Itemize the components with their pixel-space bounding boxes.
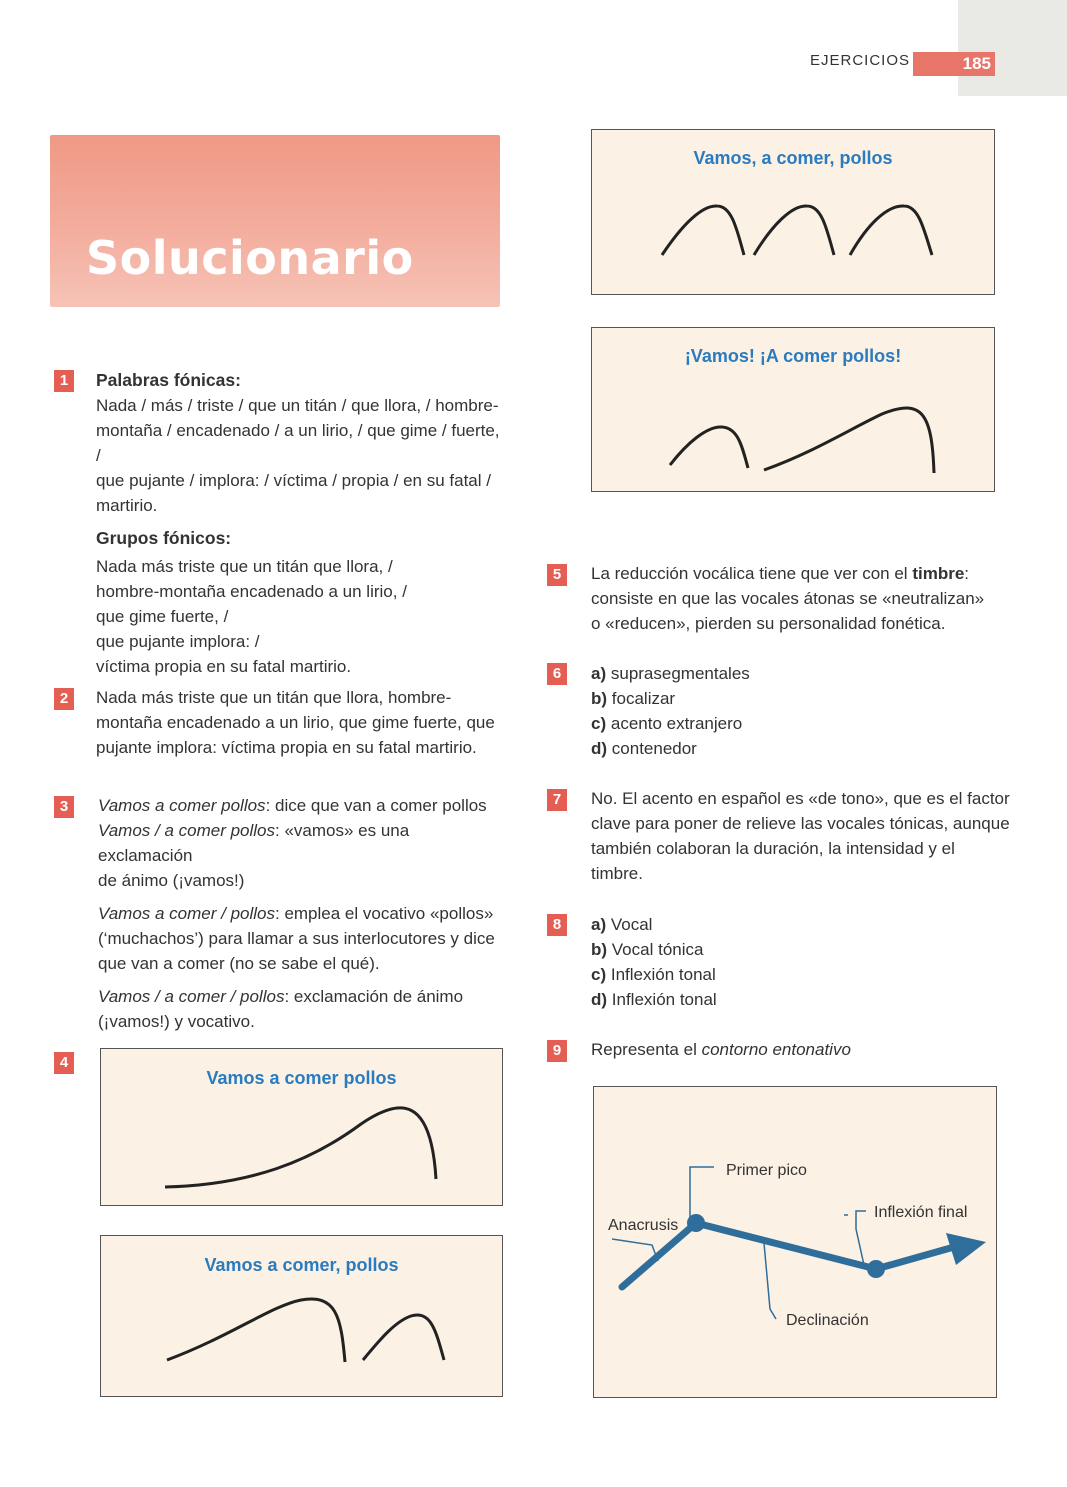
intonation-box-4b [100, 1235, 503, 1397]
text-span: : exclamación de ánimo [284, 987, 464, 1006]
text-line: de ánimo (¡vamos!) [98, 871, 245, 890]
primer-pico-marker [687, 1214, 705, 1232]
intonation-box-4a [100, 1048, 503, 1206]
italic-phrase: Vamos / a comer pollos [98, 821, 275, 840]
exercise-8 [591, 912, 1011, 1012]
text-line: Nada más triste que un titán que llora, / [96, 557, 393, 576]
label-anacrusis: Anacrusis [608, 1217, 679, 1234]
box-title: Vamos a comer pollos [206, 1068, 397, 1088]
text-line: consiste en que las vocales átonas se «neutralizan» [591, 589, 985, 608]
text-line: timbre. [591, 864, 643, 883]
running-head: EJERCICIOS [810, 52, 911, 69]
contour-svg [594, 1087, 998, 1399]
exercise-number-1: 1 [54, 370, 74, 392]
intonation-contour-diagram [593, 1086, 997, 1398]
exercise-6 [591, 661, 1011, 761]
exercise-number-6: 6 [547, 663, 567, 685]
text-line: pujante implora: víctima propia en su fatal martirio. [96, 738, 477, 757]
list-item: c) Inflexión tonal [591, 965, 716, 984]
text-line: que gime fuerte, / [96, 607, 229, 626]
text-line: víctima propia en su fatal martirio. [96, 657, 352, 676]
list-item: d) Inflexión tonal [591, 990, 717, 1009]
italic-phrase: Vamos a comer / pollos [98, 904, 275, 923]
list-item: b) focalizar [591, 689, 676, 708]
exercise-5 [591, 561, 1011, 636]
list-item: a) Vocal [591, 915, 653, 934]
exercise-number-9: 9 [547, 1040, 567, 1062]
label-primer-pico: Primer pico [726, 1162, 807, 1179]
corner-tab [958, 0, 1067, 96]
text-line: Nada más triste que un titán que llora, hombre- [96, 688, 452, 707]
inflexion-marker [867, 1260, 885, 1278]
heading-palabras-fonicas: Palabras fónicas: [96, 370, 241, 390]
exercise-2 [96, 685, 506, 760]
text-span: Representa el [591, 1040, 702, 1059]
exercise-number-5: 5 [547, 564, 567, 586]
title-banner [50, 135, 500, 307]
text-line: montaña / encadenado / a un lirio, / que gime / fuerte, / [96, 421, 500, 465]
text-span: : [964, 564, 970, 583]
exercise-9 [591, 1037, 1011, 1062]
intonation-curve [592, 130, 996, 296]
box-title: Vamos, a comer, pollos [693, 148, 893, 168]
text-line: Nada / más / triste / que un titán / que llora, / hombre- [96, 396, 499, 415]
exercise-number-4: 4 [54, 1052, 74, 1074]
text-line: (‘muchachos’) para llamar a sus interlocutores y dice [98, 929, 495, 948]
exercise-7 [591, 786, 1021, 886]
bold-term: timbre [912, 564, 965, 583]
page-number: 185 [913, 52, 995, 76]
list-item: b) Vocal tónica [591, 940, 704, 959]
list-item: a) suprasegmentales [591, 664, 750, 683]
text-line: que pujante / implora: / víctima / propia / en su fatal / [96, 471, 491, 490]
list-item: c) acento extranjero [591, 714, 743, 733]
intonation-box-right-b [591, 327, 995, 492]
exercise-number-3: 3 [54, 796, 74, 818]
exercise-number-2: 2 [54, 688, 74, 710]
box-title: ¡Vamos! ¡A comer pollos! [684, 346, 902, 366]
exercise-1 [96, 368, 506, 679]
text-line: que pujante implora: / [96, 632, 260, 651]
exercise-number-8: 8 [547, 914, 567, 936]
list-item: d) contenedor [591, 739, 697, 758]
text-line: (¡vamos!) y vocativo. [98, 1012, 255, 1031]
text-line: No. El acento en español es «de tono», que es el factor [591, 789, 1010, 808]
text-line: hombre-montaña encadenado a un lirio, / [96, 582, 407, 601]
text-line: o «reducen», pierden su personalidad fonética. [591, 614, 946, 633]
label-inflexion-final: Inflexión final [874, 1204, 968, 1221]
text-span: : dice que van a comer pollos [265, 796, 487, 815]
intonation-curve [101, 1236, 504, 1398]
text-span: La reducción vocálica tiene que ver con el [591, 564, 913, 583]
exercise-number-7: 7 [547, 789, 567, 811]
text-line: que van a comer (no se sabe el qué). [98, 954, 380, 973]
box-title: Vamos a comer, pollos [204, 1255, 399, 1275]
text-line: montaña encadenado a un lirio, que gime fuerte, que [96, 713, 495, 732]
italic-phrase: Vamos / a comer / pollos [98, 987, 285, 1006]
intonation-curve [101, 1049, 504, 1207]
italic-phrase: contorno entonativo [701, 1040, 851, 1059]
text-line: martirio. [96, 496, 158, 515]
intonation-curve [592, 328, 996, 493]
text-line: también colaboran la duración, la intensidad y el [591, 839, 955, 858]
text-span: : «vamos» es una exclamación [98, 821, 410, 865]
page-title: Solucionario [86, 231, 414, 285]
heading-grupos-fonicos: Grupos fónicos: [96, 528, 232, 548]
text-span: : emplea el vocativo «pollos» [275, 904, 494, 923]
italic-phrase: Vamos a comer pollos [98, 796, 266, 815]
text-line: clave para poner de relieve las vocales tónicas, aunque [591, 814, 1010, 833]
label-declinacion: Declinación [786, 1312, 869, 1329]
exercise-3 [98, 793, 508, 1034]
intonation-box-right-a [591, 129, 995, 295]
